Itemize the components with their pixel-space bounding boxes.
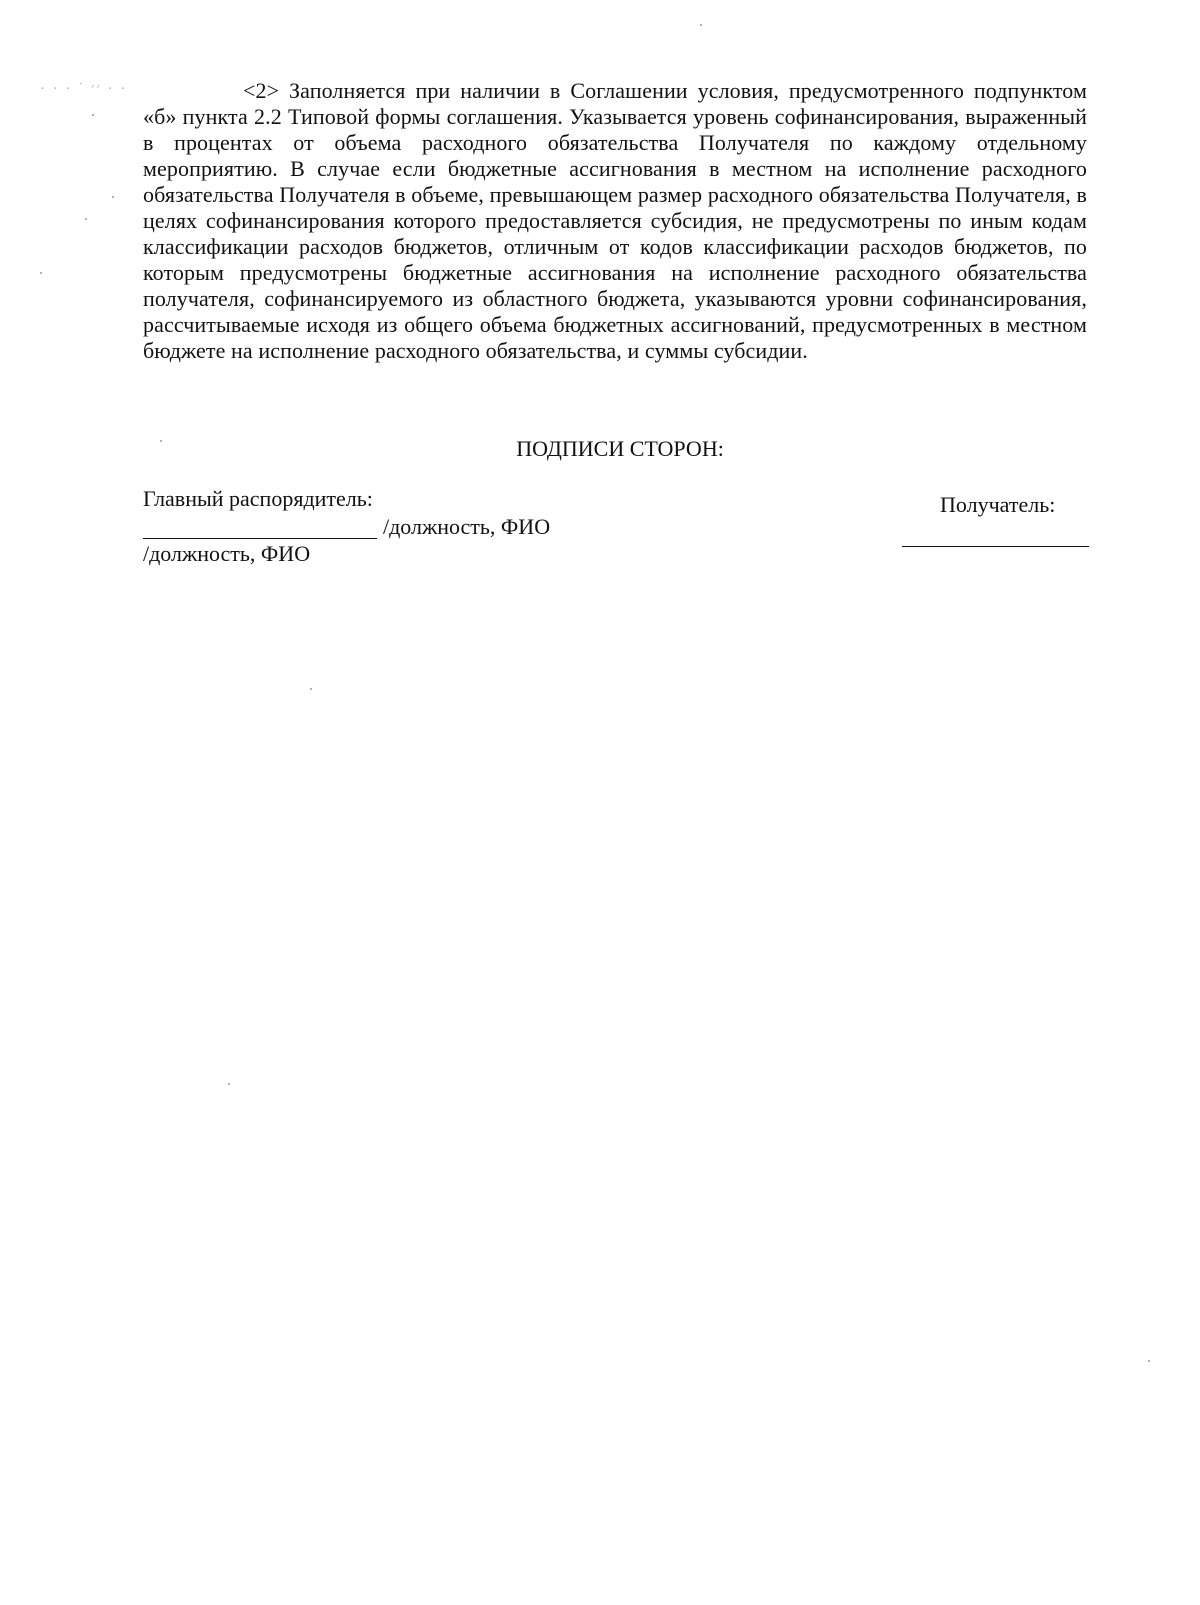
recipient-label: Получатель:: [940, 492, 1056, 517]
footnote-text: <2> Заполняется при наличии в Соглашении условия, предусмотренного подпунктом «б» пункта 2.2 Типовой формы соглашения. Указывается уровень софинансирования, выраженный в процентах от объема расходного обязательства Получателя по каждому отдельному мероприятию. В случае если бюджетные ассигнования в местном на исполнение расходного обязательства Получателя в объеме, превышающем размер расходного обязательства Получателя, в целях софинансирования которого предоставляется субсидия, не предусмотрены по иным кодам классификации расходов бюджетов, отличным от кодов классификации расходов бюджетов, по которым предусмотрены бюджетные ассигнования на исполнение расходного обязательства получателя, софинансируемого из областного бюджета, указываются уровни софинансирования, рассчитываемые исходя из общего объема бюджетных ассигнований, предусмотренных в местном бюджете на исполнение расходного обязательства, и суммы субсидии.: [143, 78, 1087, 363]
grantor-position-name: /должность, ФИО: [383, 514, 551, 539]
footnote-paragraph: [143, 78, 1087, 364]
recipient-signature-line: [902, 546, 1089, 547]
scan-speck: [1148, 1360, 1150, 1362]
scan-speck: [310, 688, 312, 690]
scan-speck: [40, 272, 42, 274]
scan-speck: [112, 196, 114, 198]
scan-speck: [85, 218, 87, 220]
grantor-signature-line: [143, 538, 377, 539]
scan-speck: [700, 24, 702, 26]
grantor-label: Главный распорядитель:: [143, 486, 373, 511]
signatures-heading: ПОДПИСИ СТОРОН:: [516, 436, 724, 461]
scan-speck: [92, 114, 94, 116]
grantor-position-name-second: /должность, ФИО: [143, 541, 311, 566]
scan-smudge: · · · ˙ ׳׳ · ·: [40, 81, 128, 97]
scan-speck: [228, 1083, 230, 1085]
